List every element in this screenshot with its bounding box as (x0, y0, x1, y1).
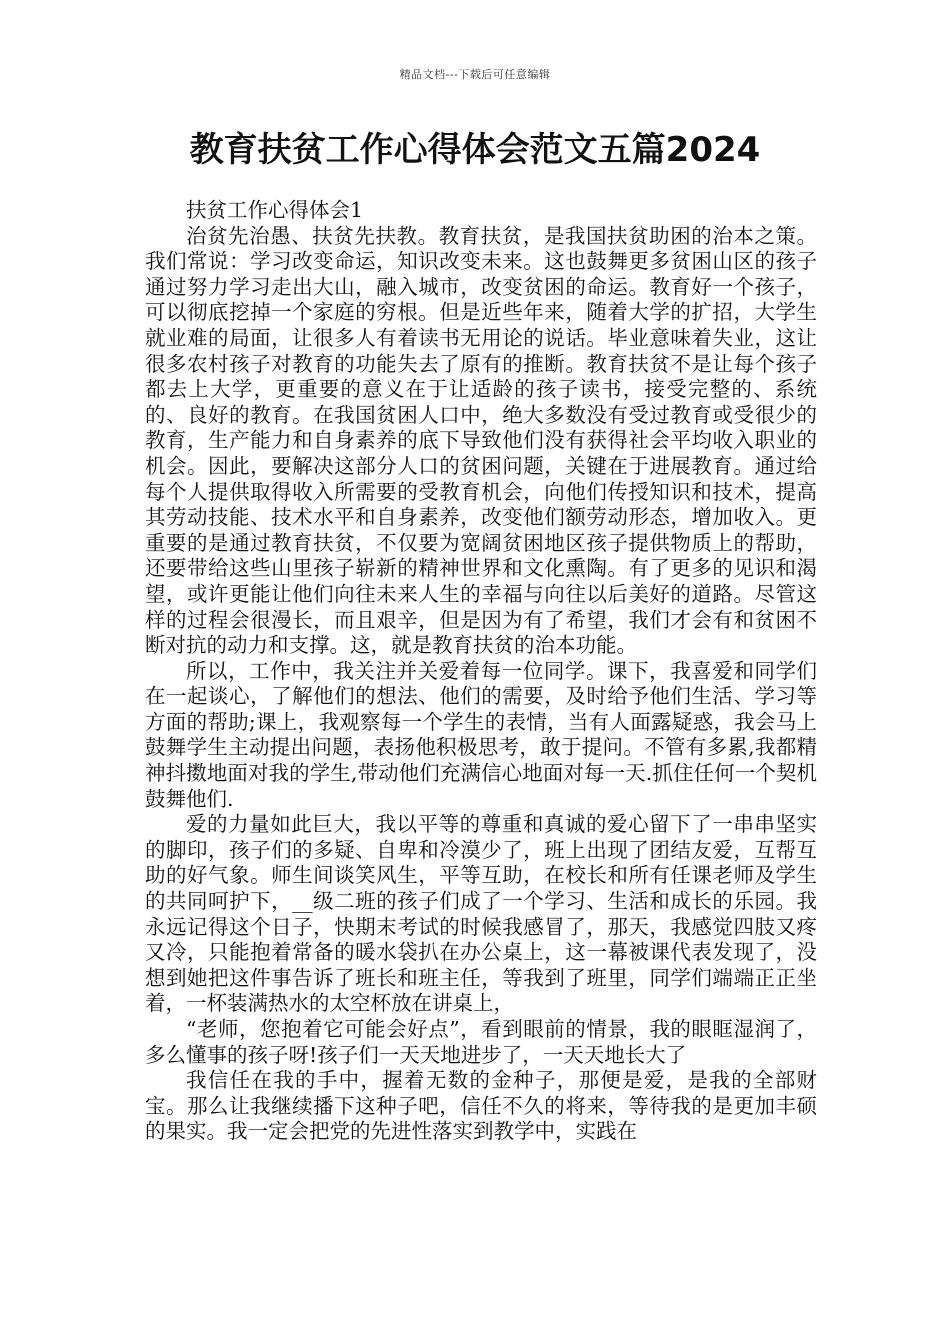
header-note: 精品文档---下载后可任意编辑 (399, 68, 551, 81)
paragraph: 治贫先治愚、扶贫先扶教。教育扶贫，是我国扶贫助困的治本之策。我们常说：学习改变命运，知识改变未来。这也鼓舞更多贫困山区的孩子通过努力学习走出大山，融入城市，改变贫困的命运。教育好一个孩子，可以彻底挖掉一个家庭的穷根。但是近些年来，随着大学的扩招，大学生就业难的局面，让很多人有着读书无用论的说话。毕业意味着失业，这让很多农村孩子对教育的功能失去了原有的推断。教育扶贫不是让每个孩子都去上大学，更重要的意义在于让适龄的孩子读书，接受完整的、系统的、良好的教育。在我国贫困人口中，绝大多数没有受过教育或受很少的教育，生产能力和自身素养的底下导致他们没有获得社会平均收入职业的机会。因此，要解决这部分人口的贫困问题，关键在于进展教育。通过给每个人提供取得收入所需要的受教育机会，向他们传授知识和技术，提高其劳动技能、技术水平和自身素养，改变他们额劳动形态，增加收入。更重要的是通过教育扶贫，不仅要为宽阔贫困地区孩子提供物质上的帮助，还要带给这些山里孩子崭新的精神世界和文化熏陶。有了更多的见识和渴望，或许更能让他们向往未来人生的幸福与向往以后美好的道路。尽管这样的过程会很漫长，而且艰辛，但是因为有了希望，我们才会有和贫困不断对抗的动力和支撑。这，就是教育扶贫的治本功能。 (145, 223, 817, 658)
section-heading: 扶贫工作心得体会1 (186, 198, 364, 222)
paragraph: 爱的力量如此巨大，我以平等的尊重和真诚的爱心留下了一串串坚实的脚印，孩子们的多疑、自卑和冷漠少了，班上出现了团结友爱，互帮互助的好气象。师生间谈笑风生，平等互助，在校长和所有任课老师及学生的共同呵护下，__级二班的孩子们成了一个学习、生活和成长的乐园。我永远记得这个日子，快期末考试的时候我感冒了，那天，我感觉四肢又疼又冷，只能抱着常备的暖水袋扒在办公桌上，这一幕被课代表发现了，没想到她把这件事告诉了班长和班主任，等我到了班里，同学们端端正正坐着，一杯装满热水的太空杯放在讲桌上， (145, 812, 817, 1016)
paragraph: 所以，工作中，我关注并关爱着每一位同学。课下，我喜爱和同学们在一起谈心，了解他们的想法、他们的需要，及时给予他们生活、学习等方面的帮助;课上，我观察每一个学生的表情，当有人面露疑惑，我会马上鼓舞学生主动提出问题，表扬他积极思考，敢于提问。不管有多累,我都精神抖擞地面对我的学生,带动他们充满信心地面对每一天.抓住任何一个契机鼓舞他们. (145, 658, 817, 811)
paragraph: “老师，您抱着它可能会好点”，看到眼前的情景，我的眼眶湿润了，多么懂事的孩子呀!孩子们一天天地进步了，一天天地长大了 (145, 1017, 817, 1067)
document-body (145, 198, 817, 1145)
document-title: 教育扶贫工作心得体会范文五篇2024 (189, 130, 761, 170)
paragraph: 我信任在我的手中，握着无数的金种子，那便是爱，是我的全部财宝。那么让我继续播下这种子吧，信任不久的将来，等待我的是更加丰硕的果实。我一定会把党的先进性落实到教学中，实践在 (145, 1068, 817, 1144)
